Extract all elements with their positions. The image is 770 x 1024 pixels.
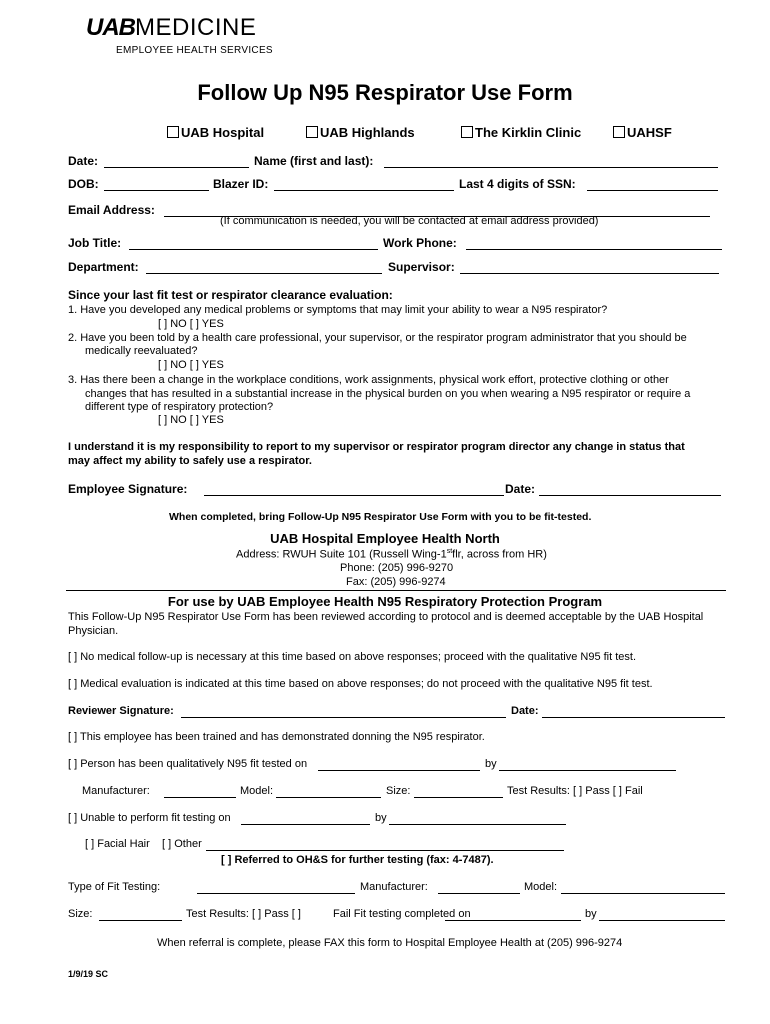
checkbox-icon[interactable]: [306, 126, 318, 138]
reviewer-date-field[interactable]: [542, 717, 725, 718]
question-1: 1. Have you developed any medical problems or symptoms that may limit your ability to wear a N95 respirator?: [68, 304, 608, 316]
north-title: UAB Hospital Employee Health North: [270, 531, 500, 546]
reviewer-signature-label: Reviewer Signature:: [68, 705, 174, 717]
department-field[interactable]: [146, 273, 382, 274]
size2-field[interactable]: [99, 920, 182, 921]
test-results2[interactable]: Test Results: [ ] Pass [ ]: [186, 908, 301, 920]
uab-medicine-logo: [86, 14, 273, 56]
job-title-label: Job Title:: [68, 236, 122, 250]
fit-tested-by-label: by: [485, 758, 497, 770]
fit-completed-label: Fail Fit testing completed on: [333, 908, 471, 920]
checkbox-icon[interactable]: [613, 126, 625, 138]
understand-line1: I understand it is my responsibility to report to my supervisor or respirator program director any change in status that: [68, 441, 685, 453]
reviewer-date-label: Date:: [511, 705, 539, 717]
question-3-line1: 3. Has there been a change in the workplace conditions, work assignments, physical work effort, protective clothing or other: [68, 374, 669, 386]
question-1-no-yes[interactable]: [ ] NO [ ] YES: [158, 318, 224, 330]
employee-date-field[interactable]: [539, 495, 721, 496]
name-label: Name (first and last):: [254, 154, 374, 168]
fit-tested-on-label[interactable]: [ ] Person has been qualitatively N95 fit tested on: [68, 758, 308, 770]
north-fax: Fax: (205) 996-9274: [346, 576, 446, 588]
employee-date-label: Date:: [505, 482, 536, 496]
model-field[interactable]: [276, 797, 381, 798]
section-divider: [66, 590, 726, 591]
date-label: Date:: [68, 154, 99, 168]
question-3-line3: different type of respiratory protection?: [85, 401, 274, 413]
question-2-line1: 2. Have you been told by a health care professional, your supervisor, or the respirator program administrator that you should be: [68, 332, 687, 344]
facial-hair-option[interactable]: [ ] Facial Hair: [85, 838, 150, 850]
form-title: Follow Up N95 Respirator Use Form: [197, 80, 573, 105]
job-title-field[interactable]: [129, 249, 378, 250]
location-uab-highlands[interactable]: UAB Highlands: [306, 125, 415, 140]
type-fit-label: Type of Fit Testing:: [68, 881, 161, 893]
program-desc-line1: This Follow-Up N95 Respirator Use Form has been reviewed according to protocol and is deemed acceptable by the UAB Hospital: [68, 611, 704, 623]
manufacturer2-label: Manufacturer:: [360, 881, 428, 893]
reviewer-signature-field[interactable]: [181, 717, 506, 718]
unable-by-field[interactable]: [389, 824, 566, 825]
question-3-line2: changes that has resulted in a substantial increase in the physical burden on you when wearing a N95 respirator or require a: [85, 388, 691, 400]
employee-signature-field[interactable]: [204, 495, 504, 496]
model2-field[interactable]: [561, 893, 725, 894]
logo-subtitle: EMPLOYEE HEALTH SERVICES: [116, 45, 273, 56]
trained-option[interactable]: [ ] This employee has been trained and has demonstrated donning the N95 respirator.: [68, 731, 485, 743]
fit-completed-by-label: by: [585, 908, 597, 920]
footer-note: When referral is complete, please FAX this form to Hospital Employee Health at (205) 996-9274: [157, 937, 623, 949]
ssn-field[interactable]: [587, 190, 718, 191]
referred-option[interactable]: [ ] Referred to OH&S for further testing (fax: 4-7487).: [221, 854, 494, 866]
checkbox-icon[interactable]: [461, 126, 473, 138]
ssn-label: Last 4 digits of SSN:: [459, 177, 576, 191]
question-2-line2: medically reevaluated?: [85, 345, 198, 357]
unable-date-field[interactable]: [241, 824, 370, 825]
option-medical-eval[interactable]: [ ] Medical evaluation is indicated at this time based on above responses; do not proceed with the qualitative N95 fit test.: [68, 678, 653, 690]
email-label: Email Address:: [68, 203, 155, 217]
supervisor-label: Supervisor:: [388, 260, 455, 274]
dob-label: DOB:: [68, 177, 99, 191]
manufacturer2-field[interactable]: [438, 893, 520, 894]
manufacturer-label: Manufacturer:: [82, 785, 150, 797]
checkbox-icon[interactable]: [167, 126, 179, 138]
work-phone-label: Work Phone:: [383, 236, 457, 250]
other-option[interactable]: [ ] Other: [162, 838, 202, 850]
logo-medicine: MEDICINE: [135, 14, 257, 41]
blazer-id-label: Blazer ID:: [213, 177, 269, 191]
instructions: When completed, bring Follow-Up N95 Respirator Use Form with you to be fit-tested.: [169, 511, 592, 523]
program-title: For use by UAB Employee Health N95 Respiratory Protection Program: [167, 594, 603, 609]
location-kirklin-clinic[interactable]: The Kirklin Clinic: [461, 125, 581, 140]
fit-tested-by-field[interactable]: [499, 770, 676, 771]
manufacturer-field[interactable]: [164, 797, 236, 798]
program-desc-line2: Physician.: [68, 625, 119, 637]
employee-signature-label: Employee Signature:: [68, 482, 188, 496]
work-phone-field[interactable]: [466, 249, 722, 250]
size2-label: Size:: [68, 908, 93, 920]
size-label: Size:: [386, 785, 411, 797]
unable-by-label: by: [375, 812, 387, 824]
supervisor-field[interactable]: [460, 273, 719, 274]
model2-label: Model:: [524, 881, 558, 893]
other-field[interactable]: [206, 850, 564, 851]
fit-completed-by-field[interactable]: [599, 920, 725, 921]
fit-completed-date-field[interactable]: [445, 920, 581, 921]
model-label: Model:: [240, 785, 274, 797]
fit-tested-date-field[interactable]: [318, 770, 480, 771]
name-field[interactable]: [384, 167, 718, 168]
test-results[interactable]: Test Results: [ ] Pass [ ] Fail: [507, 785, 643, 797]
north-address: Address: RWUH Suite 101 (Russell Wing-1stflr, across from HR): [236, 548, 547, 561]
logo-uab: UAB: [86, 14, 135, 41]
question-3-no-yes[interactable]: [ ] NO [ ] YES: [158, 414, 224, 426]
version-label: 1/9/19 SC: [68, 969, 109, 979]
size-field[interactable]: [414, 797, 503, 798]
dob-field[interactable]: [104, 190, 209, 191]
question-2-no-yes[interactable]: [ ] NO [ ] YES: [158, 359, 224, 371]
unable-label[interactable]: [ ] Unable to perform fit testing on: [68, 812, 231, 824]
type-fit-field[interactable]: [197, 893, 355, 894]
location-uahsf[interactable]: UAHSF: [613, 125, 672, 140]
blazer-id-field[interactable]: [274, 190, 454, 191]
email-note: (If communication is needed, you will be contacted at email address provided): [220, 215, 599, 227]
understand-line2: may affect my ability to safely use a respirator.: [68, 455, 312, 467]
north-phone: Phone: (205) 996-9270: [340, 562, 454, 574]
option-no-followup[interactable]: [ ] No medical follow-up is necessary at this time based on above responses; proceed with the qualitative N95 fit test.: [68, 651, 637, 663]
department-label: Department:: [68, 260, 139, 274]
questions-heading: Since your last fit test or respirator clearance evaluation:: [68, 288, 393, 302]
date-field[interactable]: [104, 167, 249, 168]
location-uab-hospital[interactable]: UAB Hospital: [167, 125, 264, 140]
